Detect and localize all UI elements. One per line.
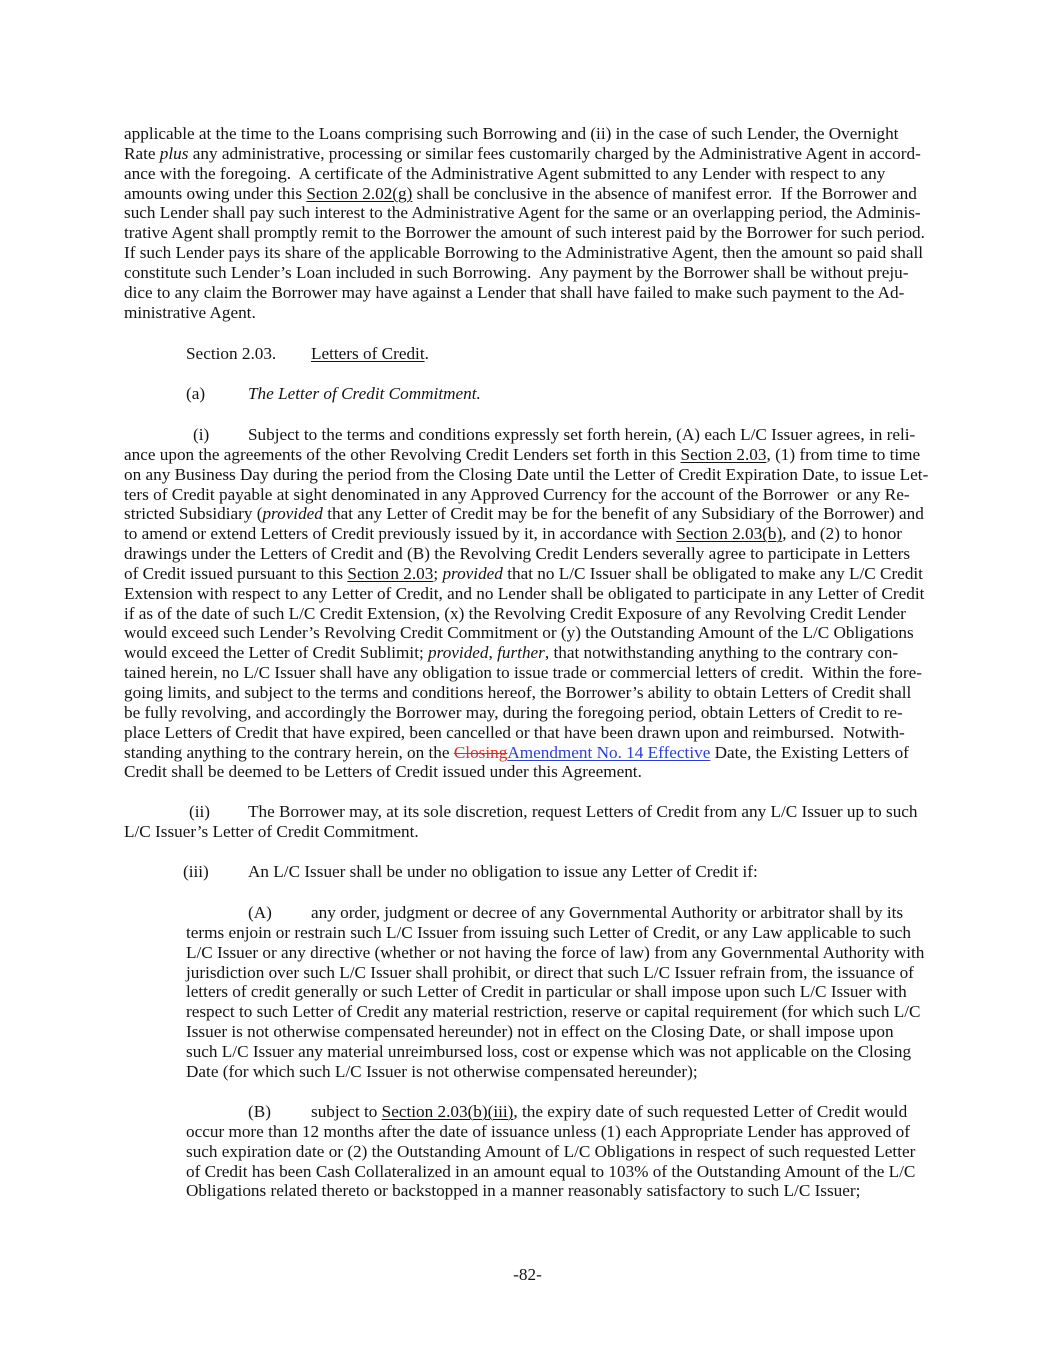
text-line [0,1002,1055,1022]
text-line [0,184,1055,204]
text-line [0,344,1055,364]
paragraph-label: (a) [186,384,206,403]
text-run: , (1) from time to time [766,444,921,464]
text-line [0,223,1055,243]
text-run: ters of Credit payable at sight denominated in any Approved Currency for the account of the Borrower or any Re- [124,484,910,504]
text-line [0,1122,1055,1142]
text-run: L/C Issuer or any directive (whether or not having the force of law) from any Governmental Authority with [186,942,925,962]
text-line [0,1102,1055,1122]
text-run: any order, judgment or decree of any Governmental Authority or arbitrator shall by its [311,903,904,922]
text-line [0,283,1055,303]
text-run: , and (2) to honor [782,524,903,544]
text-line [0,623,1055,643]
text-run: Date, the Existing Letters of [710,742,909,762]
text-run: going limits, and subject to the terms and conditions hereof, the Borrower’s ability to obtain Letters of Credit shall [124,682,912,702]
text-line [0,762,1055,782]
text-line [0,203,1055,223]
text-run: , the expiry date of such requested Letter of Credit would [513,1102,908,1121]
text-run: tained herein, no L/C Issuer shall have any obligation to issue trade or commercial letters of credit. Within the fore- [124,663,922,683]
text-line [0,802,1055,822]
text-run: would exceed such Lender’s Revolving Credit Commitment or (y) the Outstanding Amount of the L/C Obligations [124,623,914,643]
text-line [0,303,1055,323]
text-line [0,963,1055,983]
text-line [0,1062,1055,1082]
italic-text: further [497,643,545,663]
text-line [0,524,1055,544]
text-run: such Lender shall pay such interest to the Administrative Agent for the same or an overlapping period, the Adminis- [124,203,921,223]
paragraph-label: Section 2.03. [186,344,277,363]
text-run: Issuer is not otherwise compensated hereunder) not in effect on the Closing Date, or shall impose upon [186,1022,894,1042]
text-run: shall be conclusive in the absence of manifest error. If the Borrower and [412,183,917,203]
text-line [0,144,1055,164]
text-run: occur more than 12 months after the date of issuance unless (1) each Appropriate Lender has approved of [186,1121,910,1141]
text-run: amounts owing under this [124,183,307,203]
text-run: such L/C Issuer any material unreimbursed loss, cost or expense which was not applicable on the Closing [186,1041,912,1061]
text-run: constitute such Lender’s Loan included in such Borrowing. Any payment by the Borrower shall be without preju- [124,262,909,282]
text-run: that any Letter of Credit may be for the benefit of any Subsidiary of the Borrower) and [322,504,924,524]
text-run: ministrative Agent. [124,302,256,322]
paragraph-label: (B) [248,1102,271,1121]
text-line [0,504,1055,524]
text-line [0,923,1055,943]
text-line [0,425,1055,445]
text-run: The Borrower may, at its sole discretion, request Letters of Credit from any L/C Issuer up to such [248,802,918,821]
text-line [0,124,1055,144]
text-line [0,663,1055,683]
clause-ii [0,802,1055,842]
text-line [0,703,1055,723]
text-line [0,584,1055,604]
text-line [0,263,1055,283]
text-line [0,943,1055,963]
text-run: be fully revolving, and accordingly the Borrower may, during the foregoing period, obtain Letters of Credit to re- [124,702,903,722]
text-line [0,822,1055,842]
text-line [0,243,1055,263]
text-line [0,743,1055,763]
clause-iii-b [0,1102,1055,1201]
text-run: terms enjoin or restrain such L/C Issuer from issuing such Letter of Credit, or any Law applicable to such [186,922,912,942]
italic-text: plus [159,143,189,163]
text-run: any administrative, processing or similar fees customarily charged by the Administrative Agent in accord- [188,143,921,163]
text-run: would exceed the Letter of Credit Sublimit; [124,643,429,663]
text-run: Credit shall be deemed to be Letters of Credit issued under this Agreement. [124,762,642,782]
text-line [0,445,1055,465]
text-run: of Credit issued pursuant to this [124,563,348,583]
underlined-reference: Section 2.03 [347,563,434,583]
text-line [0,683,1055,703]
text-run: Rate [124,143,160,163]
text-line [0,862,1055,882]
clause-iii [0,862,1055,882]
text-run: Extension with respect to any Letter of Credit, and no Lender shall be obligated to participate in any Letter of Credit [124,583,925,603]
underlined-reference: Section 2.03(b) [676,524,783,544]
text-line [0,643,1055,663]
text-run: ; [433,563,443,583]
text-run: that no L/C Issuer shall be obligated to make any L/C Credit [502,563,923,583]
paragraph-label: (iii) [183,862,209,881]
text-run: subject to [311,1102,382,1121]
text-line [0,1042,1055,1062]
text-line [0,544,1055,564]
text-line [0,485,1055,505]
paragraph-overnight-rate [0,124,1055,322]
text-run: dice to any claim the Borrower may have against a Lender that shall have failed to make such payment to the Ad- [124,282,905,302]
text-run: respect to such Letter of Credit any material restriction, reserve or capital requirement (for which such L/C [186,1002,921,1022]
underlined-reference: Section 2.03 [680,444,767,464]
section-2-03-heading [0,344,1055,364]
inserted-text: Amendment No. 14 Effective [507,742,711,762]
text-run: place Letters of Credit that have expired, been cancelled or that have been drawn upon and reimbursed. Notwith- [124,722,905,742]
text-line [0,465,1055,485]
text-run: If such Lender pays its share of the applicable Borrowing to the Administrative Agent, then the amount so paid shall [124,243,924,263]
text-run: jurisdiction over such L/C Issuer shall prohibit, or direct that such L/C Issuer refrain from, the issuance of [186,962,914,982]
page-number: -82- [513,1265,542,1284]
underlined-reference: Letters of Credit [311,344,425,363]
underlined-reference: Section 2.02(g) [306,183,413,203]
paragraph-label: (ii) [189,802,210,821]
text-run: if as of the date of such L/C Credit Extension, (x) the Revolving Credit Exposure of any Revolving Credit Lender [124,603,906,623]
paragraph-label: (i) [193,425,210,444]
text-run: L/C Issuer’s Letter of Credit Commitment. [124,821,419,841]
italic-text: provided [262,504,323,524]
text-run: , that notwithstanding anything to the contrary con- [544,643,899,663]
text-line [0,1162,1055,1182]
text-line [0,384,1055,404]
italic-text: provided [428,643,489,663]
text-run: letters of credit generally or such Letter of Credit in particular or shall impose upon such L/C Issuer with [186,982,907,1002]
text-run: Obligations related thereto or backstopped in a manner reasonably satisfactory to such L/C Issuer; [186,1181,861,1201]
text-run: on any Business Day during the period from the Closing Date until the Letter of Credit Expiration Date, to issue Let- [124,464,929,484]
text-line [0,564,1055,584]
text-run: trative Agent shall promptly remit to the Borrower the amount of such interest paid by the Borrower for such period. [124,223,925,243]
clause-iii-a [0,903,1055,1082]
text-line [0,903,1055,923]
text-run: of Credit has been Cash Collateralized in an amount equal to 103% of the Outstanding Amount of the L/C [186,1161,916,1181]
text-run: ance upon the agreements of the other Revolving Credit Lenders set forth in this [124,444,681,464]
italic-text: The Letter of Credit Commitment. [248,384,481,403]
text-line [0,1142,1055,1162]
text-run: such expiration date or (2) the Outstanding Amount of L/C Obligations in respect of such requested Letter [186,1141,916,1161]
text-run: drawings under the Letters of Credit and (B) the Revolving Credit Lenders severally agree to participate in Letters [124,544,911,564]
text-line [0,604,1055,624]
italic-text: provided [442,563,503,583]
text-line [0,164,1055,184]
paragraph-label: (A) [248,903,272,922]
text-line [0,723,1055,743]
clause-i [0,425,1055,782]
text-run: stricted Subsidiary ( [124,504,263,524]
text-run: An L/C Issuer shall be under no obligation to issue any Letter of Credit if: [248,862,758,881]
subsection-a-heading [0,384,1055,404]
text-run: Subject to the terms and conditions expressly set forth herein, (A) each L/C Issuer agrees, in reli- [248,425,916,444]
text-run: to amend or extend Letters of Credit previously issued by it, in accordance with [124,524,677,544]
text-run: . [424,344,429,363]
text-run: applicable at the time to the Loans comprising such Borrowing and (ii) in the case of such Lender, the Overnight [124,124,899,143]
text-run: ance with the foregoing. A certificate of the Administrative Agent submitted to any Lender with respect to any [124,163,886,183]
underlined-reference: Section 2.03(b)(iii) [381,1102,514,1121]
text-line [0,982,1055,1002]
text-run: standing anything to the contrary herein, on the [124,742,454,762]
deleted-text: Closing [453,742,508,762]
text-line [0,1022,1055,1042]
text-run: , [488,643,498,663]
text-line [0,1181,1055,1201]
text-run: Date (for which such L/C Issuer is not otherwise compensated hereunder); [186,1061,698,1081]
